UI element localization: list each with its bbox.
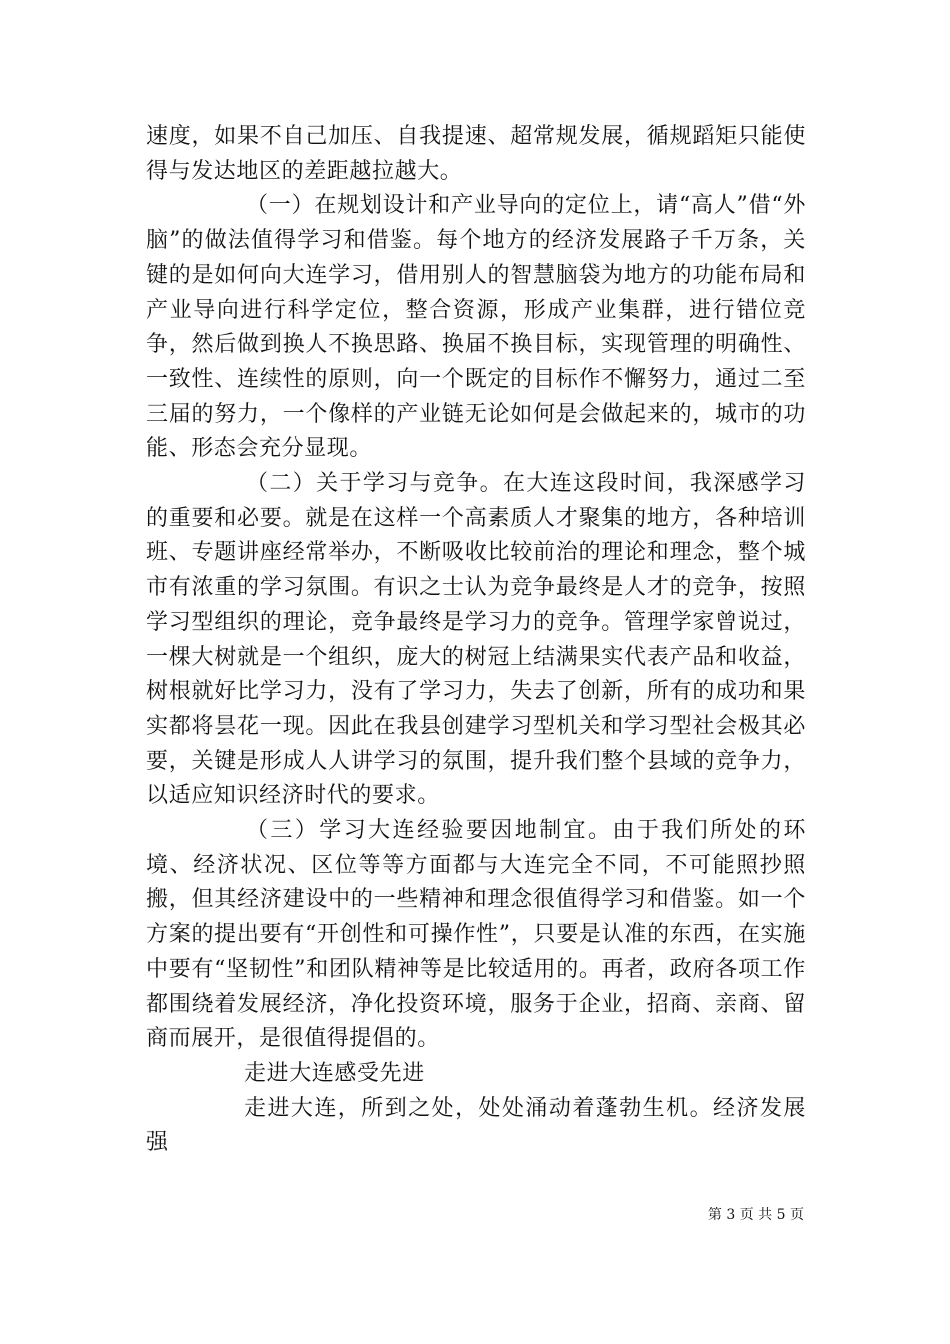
paragraph-section-one: （一）在规划设计和产业导向的定位上，请“高人”借“外脑”的做法值得学习和借鉴。每个地方的经济发展路子千万条，关键的是如何向大连学习，借用别人的智慧脑袋为地方的功能布局和产业导向进行科学定位，整合资源，形成产业集群，进行错位竞争，然后做到换人不换思路、换届不换目标，实现管理的明确性、一致性、连续性的原则，向一个既定的目标作不懈努力，通过二至三届的努力，一个像样的产业链无论如何是会做起来的，城市的功能、形态会充分显现。 [146,193,806,462]
paragraph-last: 走进大连，所到之处，处处涌动着蓬勃生机。经济发展强 [146,1095,806,1156]
paragraph-intro-continuation: 速度，如果不自己加压、自我提速、超常规发展，循规蹈矩只能使得与发达地区的差距越拉越大。 [146,124,806,184]
section-heading: 走进大连感受先进 [244,1060,425,1086]
paragraph-section-two: （二）关于学习与竞争。在大连这段时间，我深感学习的重要和必要。就是在这样一个高素质人才聚集的地方，各种培训班、专题讲座经常举办，不断吸收比较前治的理论和理念，整个城市有浓重的学习氛围。有识之士认为竞争最终是人才的竞争，按照学习型组织的理论，竞争最终是学习力的竞争。管理学家曾说过，一棵大树就是一个组织，庞大的树冠上结满果实代表产品和收益，树根就好比学习力，没有了学习力，失去了创新，所有的成功和果实都将昙花一现。因此在我县创建学习型机关和学习型社会极其必要，关键是形成人人讲学习的氛围，提升我们整个县域的竞争力，以适应知识经济时代的要求。 [146,471,806,809]
paragraph-section-three: （三）学习大连经验要因地制宜。由于我们所处的环境、经济状况、区位等等方面都与大连完全不同，不可能照抄照搬，但其经济建设中的一些精神和理念很值得学习和借鉴。如一个方案的提出要有“开创性和可操作性”，只要是认准的东西，在实施中要有“坚韧性”和团队精神等是比较适用的。再者，政府各项工作都围绕着发展经济，净化投资环境，服务于企业，招商、亲商、留商而展开，是很值得提倡的。 [146,818,806,1052]
document-body [146,120,806,1161]
page-number-footer: 第 3 页 共 5 页 [707,1207,804,1223]
